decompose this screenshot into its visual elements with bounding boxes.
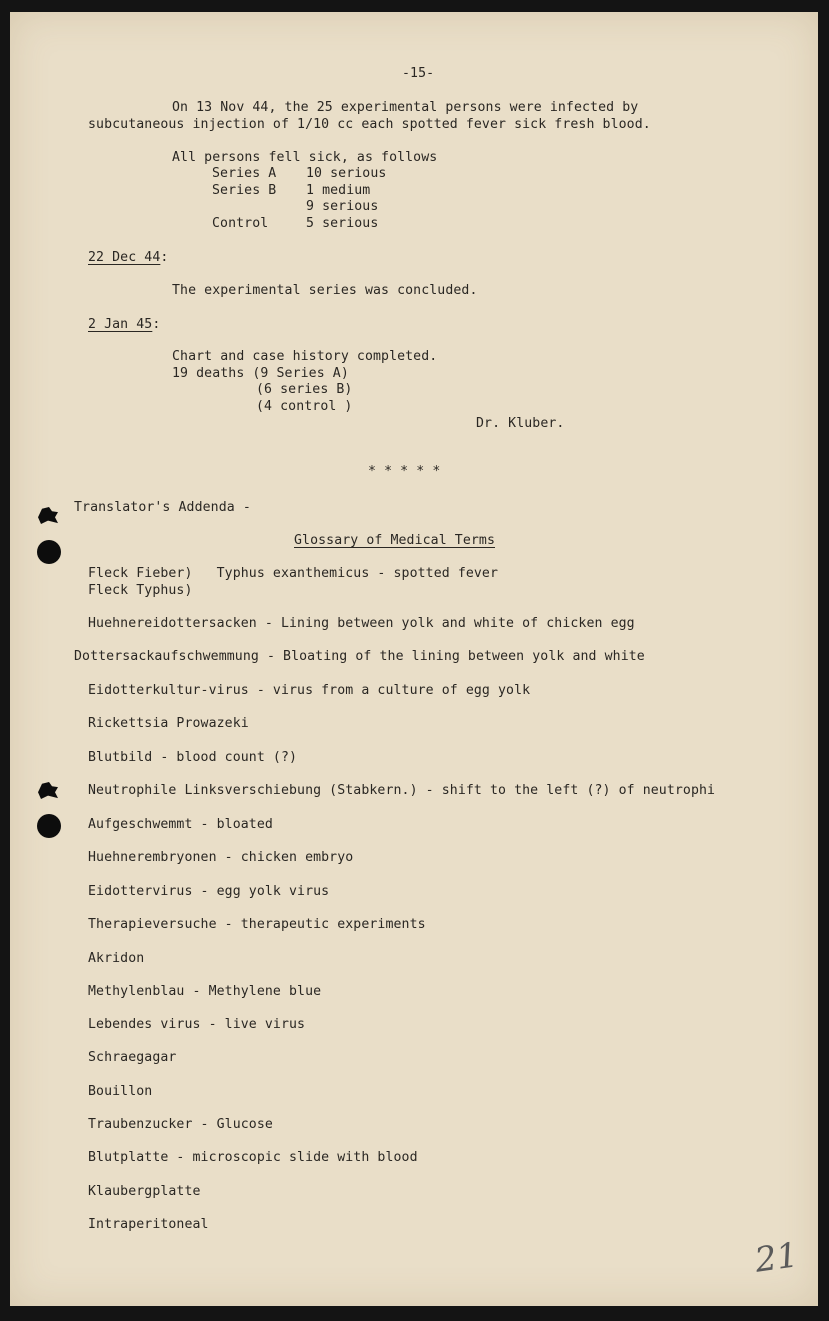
entry-date-colon: : [160,250,169,265]
glossary-item: Lebendes virus - live virus [88,1017,306,1032]
entry-date-text: 2 Jan 45 [88,317,153,332]
addenda-title: Translator's Addenda - [74,500,251,515]
entry-date-text: 22 Dec 44 [88,250,161,265]
entry-date [88,250,168,266]
sick-value: 10 serious [306,166,387,181]
sick-value: 1 medium [306,183,371,198]
entry-line: (4 control ) [256,399,353,414]
sick-value: 9 serious [306,199,379,214]
signature: Dr. Kluber. [476,416,565,431]
handwritten-page-number: 21 [752,1235,801,1281]
glossary-item: Therapieversuche - therapeutic experiments [88,917,426,932]
paragraph-line: On 13 Nov 44, the 25 experimental persons were infected by [172,100,639,115]
glossary-item: Traubenzucker - Glucose [88,1117,273,1132]
sick-label: Series A [212,166,277,181]
glossary-item: Huehnerembryonen - chicken embryo [88,850,354,865]
entry-line: 19 deaths (9 Series A) [172,366,349,381]
glossary-item: Akridon [88,951,145,966]
glossary-title: Glossary of Medical Terms [294,533,495,548]
glossary-item: Dottersackaufschwemmung - Bloating of the lining between yolk and white [74,649,645,664]
entry-line: (6 series B) [256,382,353,397]
entry-line: Chart and case history completed. [172,349,438,364]
glossary-item: Methylenblau - Methylene blue [88,984,322,999]
sick-intro: All persons fell sick, as follows [172,150,438,165]
glossary-item: Eidottervirus - egg yolk virus [88,884,330,899]
sick-label: Series B [212,183,277,198]
glossary-item: Schraegagar [88,1050,177,1065]
page-number: -15- [402,66,435,81]
glossary-item: Fleck Typhus) [88,583,193,598]
glossary-item: Fleck Fieber) Typhus exanthemicus - spotted fever [88,566,499,581]
glossary-item: Aufgeschwemmt - bloated [88,817,273,832]
sick-label: Control [212,216,269,231]
glossary-item: Intraperitoneal [88,1217,209,1232]
section-separator: * * * * * [368,464,441,479]
punch-hole [37,540,61,564]
glossary-item: Eidotterkultur-virus - virus from a culture of egg yolk [88,683,531,698]
glossary-item: Huehnereidottersacken - Lining between yolk and white of chicken egg [88,616,635,631]
entry-date [88,317,160,333]
entry-text: The experimental series was concluded. [172,283,478,298]
glossary-item: Klaubergplatte [88,1184,201,1199]
glossary-item: Bouillon [88,1084,153,1099]
glossary-item: Blutplatte - microscopic slide with blood [88,1150,418,1165]
sick-value: 5 serious [306,216,379,231]
glossary-item: Blutbild - blood count (?) [88,750,298,765]
glossary-item: Rickettsia Prowazeki [88,716,249,731]
glossary-item: Neutrophile Linksverschiebung (Stabkern.) - shift to the left (?) of neutrophi [88,783,716,798]
paragraph-line: subcutaneous injection of 1/10 cc each spotted fever sick fresh blood. [88,117,651,132]
entry-date-colon: : [152,317,161,332]
punch-hole [37,814,61,838]
